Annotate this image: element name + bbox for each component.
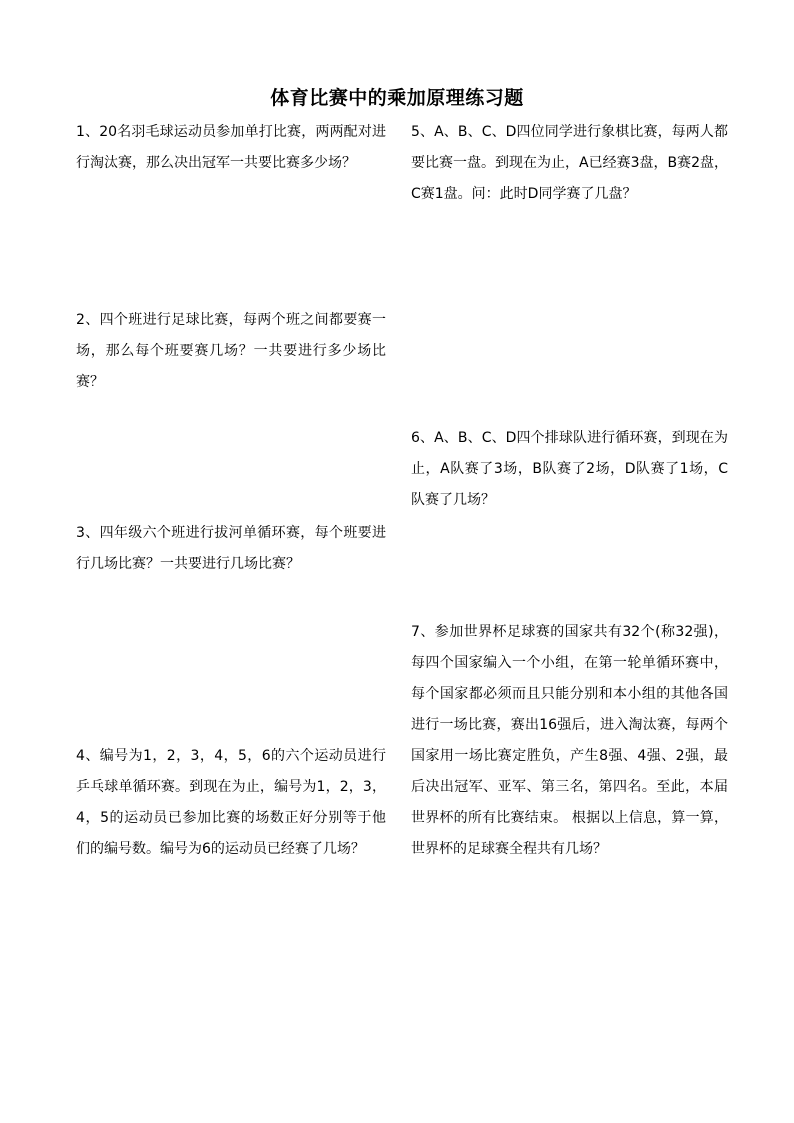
page-title: 体育比赛中的乘加原理练习题 bbox=[270, 87, 524, 109]
problem-5: 5、A、B、C、D四位同学进行象棋比赛，每两人都要比赛一盘。到现在为止，A已经赛3盘，B赛2盘，C赛1盘。问：此时D同学赛了几盘？ bbox=[411, 124, 728, 202]
problem-2: 2、四个班进行足球比赛，每两个班之间都要赛一场，那么每个班要赛几场？一共要进行多少场比赛？ bbox=[76, 312, 386, 390]
problem-3: 3、四年级六个班进行拔河单循环赛，每个班要进行几场比赛？一共要进行几场比赛？ bbox=[76, 525, 386, 572]
problem-4: 4、编号为1，2，3，4，5，6的六个运动员进行乒乓球单循环赛。到现在为止，编号为1，2，3，4，5的运动员已参加比赛的场数正好分别等于他们的编号数。编号为6的运动员已经赛了几场？ bbox=[76, 748, 386, 857]
problem-1: 1、20名羽毛球运动员参加单打比赛，两两配对进行淘汰赛，那么决出冠军一共要比赛多少场？ bbox=[76, 124, 386, 171]
problem-7: 7、参加世界杯足球赛的国家共有32个(称32强)，每四个国家编入一个小组，在第一轮单循环赛中，每个国家都必须而且只能分别和本小组的其他各国进行一场比赛，赛出16强后，进入淘汰赛，每两个国家用一场比赛定胜负，产生8强、4强、2强，最后决出冠军、亚军、第三名，第四名。至此，本届世界杯的所有比赛结束。 根据以上信息，算一算，世界杯的足球赛全程共有几场？ bbox=[411, 624, 728, 857]
problem-6: 6、A、B、C、D四个排球队进行循环赛，到现在为止，A队赛了3场，B队赛了2场，D队赛了1场，C队赛了几场？ bbox=[411, 430, 728, 508]
